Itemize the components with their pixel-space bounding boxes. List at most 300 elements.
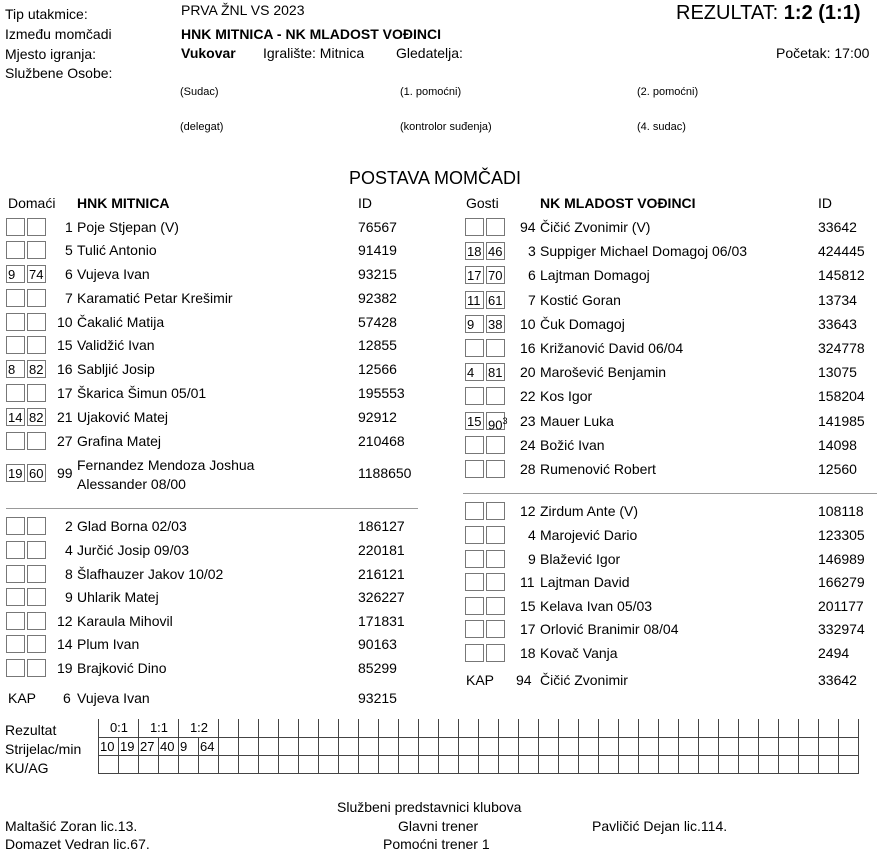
scorer-cell-empty (459, 737, 479, 755)
home-starters-number-box (27, 218, 46, 236)
result-cell-empty (819, 719, 839, 737)
cards-cell-empty (379, 755, 399, 773)
ground-value: Igralište: Mitnica (263, 45, 365, 61)
away-player-name: Rumenović Robert (540, 461, 656, 477)
away-player-number: 20 (520, 364, 536, 380)
result-cell-empty (799, 719, 819, 737)
cards-cell-empty (639, 755, 659, 773)
away-divider (463, 493, 877, 494)
footer-mid-2: Pomoćni trener 1 (383, 836, 490, 852)
away-player-id: 33643 (818, 316, 857, 332)
away-starters-minute-box (465, 460, 484, 478)
footer-mid-1: Glavni trener (398, 818, 479, 834)
away-starters-minute-box: 9 (465, 315, 484, 333)
result-cell-empty (719, 719, 739, 737)
cards-cell-empty (539, 755, 559, 773)
away-starters-minute-box: 15 (465, 412, 484, 430)
scorer-cell-empty (719, 737, 739, 755)
away-starters-number-box (486, 315, 505, 333)
result-cell-empty (219, 719, 239, 737)
home-player-id: 220181 (358, 542, 405, 558)
away-starters-minute-box (465, 387, 484, 405)
away-player-name: Kelava Ivan 05/03 (540, 598, 653, 614)
away-label: Gosti (466, 195, 499, 211)
home-player-id: 93215 (358, 266, 397, 282)
home-player-number: 16 (57, 361, 73, 377)
result-cell-empty (359, 719, 379, 737)
scorer-cell: 9 (179, 737, 199, 755)
home-player-number: 15 (57, 337, 73, 353)
cards-cell-empty (219, 755, 239, 773)
away-captain-name: Čičić Zvonimir (540, 672, 628, 688)
away-starters-number-box (486, 291, 505, 309)
away-player-id: 146989 (818, 551, 865, 567)
home-subs-minute-box (6, 588, 25, 606)
result-cell-empty (239, 719, 259, 737)
home-player-name-cont: Alessander 08/00 (77, 476, 186, 492)
away-starters-number-box (486, 436, 505, 454)
scorer-cell-empty (479, 737, 499, 755)
scorer-cell-empty (359, 737, 379, 755)
teams-value: HNK MITNICA - NK MLADOST VOĐINCI (181, 26, 442, 42)
away-starters-number-box (486, 266, 505, 284)
away-player-name: Kovač Vanja (540, 645, 618, 661)
venue-value: Vukovar (181, 45, 236, 61)
away-player-name: Marojević Dario (540, 527, 638, 543)
home-subs-minute-box (6, 635, 25, 653)
home-player-number: 1 (65, 219, 73, 235)
away-subs-minute-box (465, 526, 484, 544)
scorer-cell-empty (699, 737, 719, 755)
away-player-number: 23 (520, 413, 536, 429)
official-assistant1: (1. pomoćni) (400, 86, 462, 98)
away-player-number: 11 (520, 574, 535, 590)
home-player-name: Karamatić Petar Krešimir (77, 290, 233, 306)
scorer-cell-empty (559, 737, 579, 755)
official-delegate: (delegat) (180, 121, 224, 133)
scorer-cell-empty (339, 737, 359, 755)
scorer-cell-empty (659, 737, 679, 755)
result-cell-empty (539, 719, 559, 737)
home-player-id: 171831 (358, 613, 405, 629)
away-subs-minute-box (465, 644, 484, 662)
away-player-id: 14098 (818, 437, 857, 453)
away-player-name: Kostić Goran (540, 292, 621, 308)
away-captain-label: KAP (466, 672, 495, 688)
home-player-number: 21 (57, 409, 73, 425)
away-player-number: 9 (528, 551, 536, 567)
away-captain-number: 94 (516, 672, 532, 688)
result-cell-empty (419, 719, 439, 737)
away-starters-number-box (486, 242, 505, 260)
footer-left-1: Maltašić Zoran lic.13. (5, 818, 138, 834)
scorer-cell-empty (639, 737, 659, 755)
cards-cell-empty (119, 755, 139, 773)
home-player-number: 2 (65, 518, 73, 534)
home-player-name: Ujaković Matej (77, 409, 169, 425)
home-player-number: 9 (65, 589, 73, 605)
home-starters-number-box (27, 289, 46, 307)
result-cell-empty (399, 719, 419, 737)
away-player-number: 94 (520, 219, 536, 235)
away-player-id: 108118 (818, 503, 864, 519)
scorer-cell-empty (579, 737, 599, 755)
away-starters-number-box (486, 412, 508, 433)
home-starters-sub-minute: 74 (29, 267, 44, 282)
result-cell-empty (319, 719, 339, 737)
away-player-number: 3 (528, 243, 536, 259)
home-player-id: 76567 (358, 219, 397, 235)
home-player-id: 91419 (358, 242, 397, 258)
scorer-cell-empty (599, 737, 619, 755)
cards-cell-empty (799, 755, 819, 773)
home-player-name: Čakalić Matija (77, 314, 165, 330)
away-subs-number-box (486, 526, 505, 544)
cards-cell-empty (299, 755, 319, 773)
home-subs-number-box (27, 659, 46, 677)
result-cell-empty (379, 719, 399, 737)
footer-right-1: Pavličić Dejan lic.114. (592, 818, 728, 834)
cards-cell-empty (819, 755, 839, 773)
home-team-name: HNK MITNICA (77, 195, 170, 211)
kickoff-time: Početak: 17:00 (776, 45, 870, 61)
scorer-cell-empty (239, 737, 259, 755)
home-player-id: 90163 (358, 636, 397, 652)
away-starters-number-box (486, 218, 505, 236)
away-player-number: 16 (520, 340, 536, 356)
away-player-number: 28 (520, 461, 536, 477)
scorer-cell-empty (739, 737, 759, 755)
home-player-name: Vujeva Ivan (77, 266, 150, 282)
away-starters-minute-box: 4 (465, 363, 484, 381)
cards-cell-empty (239, 755, 259, 773)
scorer-cell: 10 (99, 737, 119, 755)
home-starters-minute-box: 14 (6, 408, 25, 426)
home-subs-number-box (27, 635, 46, 653)
home-player-id: 92382 (358, 290, 397, 306)
home-subs-minute-box (6, 517, 25, 535)
scorer-cell-empty (819, 737, 839, 755)
home-player-name: Brajković Dino (77, 660, 167, 676)
home-starters-number-box (27, 336, 46, 354)
lineup-title: POSTAVA MOMČADI (349, 168, 522, 188)
scorer-cell-empty (619, 737, 639, 755)
away-player-name: Čuk Domagoj (540, 316, 625, 332)
away-player-name: Lajtman Domagoj (540, 267, 650, 283)
scorer-cell: 64 (199, 737, 219, 755)
cards-cell-empty (399, 755, 419, 773)
away-player-number: 18 (520, 645, 536, 661)
away-starters-number-box (486, 339, 505, 357)
venue-label: Mjesto igranja: (5, 46, 97, 62)
footer-title: Službeni predstavnici klubova (337, 799, 522, 815)
home-player-name: Validžić Ivan (77, 337, 155, 353)
home-player-name: Sabljić Josip (77, 361, 155, 377)
away-subs-number-box (486, 502, 505, 520)
officials-label: Službene Osobe: (5, 65, 113, 81)
home-player-number: 4 (65, 542, 73, 558)
cards-cell-empty (599, 755, 619, 773)
scorer-cell: 40 (159, 737, 179, 755)
result-value: 1:2 (1:1) (783, 2, 861, 24)
away-starters-minute-box: 11 (465, 291, 484, 309)
home-player-name: Fernandez Mendoza Joshua (77, 457, 255, 473)
home-captain-id: 93215 (358, 690, 397, 706)
away-player-number: 4 (528, 527, 536, 543)
away-player-number: 22 (520, 388, 536, 404)
cards-cell-empty (839, 755, 859, 773)
cards-cell-empty (99, 755, 119, 773)
cards-cell-empty (419, 755, 439, 773)
home-player-id: 210468 (358, 433, 405, 449)
away-subs-number-box (486, 644, 505, 662)
away-player-id: 324778 (818, 340, 865, 356)
home-subs-number-box (27, 517, 46, 535)
cards-cell-empty (659, 755, 679, 773)
home-id-header: ID (358, 195, 372, 211)
scorer-cell-empty (839, 737, 859, 755)
home-player-id: 57428 (358, 314, 397, 330)
away-player-id: 166279 (818, 574, 865, 590)
home-starters-sub-minute: 82 (29, 410, 44, 425)
stoppage-time-superscript: 3 (502, 416, 508, 426)
away-player-name: Lajtman David (540, 574, 630, 590)
scorer-cell-empty (759, 737, 779, 755)
result-cell-empty (619, 719, 639, 737)
away-id-header: ID (818, 195, 832, 211)
scorer-cell-empty (419, 737, 439, 755)
cards-cell-empty (719, 755, 739, 773)
away-starters-number-box (486, 387, 505, 405)
home-player-name: Jurčić Josip 09/03 (77, 542, 190, 558)
scorer-cell: 27 (139, 737, 159, 755)
result-cell-empty (459, 719, 479, 737)
result-header (676, 2, 861, 25)
home-player-name: Plum Ivan (77, 636, 140, 652)
home-player-number: 10 (57, 314, 73, 330)
result-cell-empty (259, 719, 279, 737)
away-player-name: Kos Igor (540, 388, 593, 404)
cards-cell-empty (159, 755, 179, 773)
away-starters-minute-box (465, 436, 484, 454)
home-starters-minute-box (6, 336, 25, 354)
home-player-id: 92912 (358, 409, 397, 425)
away-player-name: Čičić Zvonimir (V) (540, 219, 651, 235)
home-starters-number-box (27, 360, 46, 378)
result-cell-empty (559, 719, 579, 737)
score-table-result-row (99, 719, 859, 737)
away-starters-sub-minute: 70 (488, 268, 503, 283)
cards-cell-empty (319, 755, 339, 773)
spectators-label: Gledatelja: (396, 45, 463, 61)
away-player-id: 13075 (818, 364, 857, 380)
away-player-number: 12 (520, 503, 536, 519)
home-starters-minute-box: 8 (6, 360, 25, 378)
result-cell: 1:2 (179, 719, 219, 737)
cards-cell-empty (179, 755, 199, 773)
scorer-cell-empty (519, 737, 539, 755)
result-label: REZULTAT: (676, 2, 779, 24)
result-cell-empty (679, 719, 699, 737)
cards-cell-empty (199, 755, 219, 773)
home-player-id: 1188650 (358, 465, 412, 481)
result-cell-empty (479, 719, 499, 737)
away-player-id: 13734 (818, 292, 857, 308)
cards-cell-empty (439, 755, 459, 773)
result-cell-empty (279, 719, 299, 737)
away-starters-minute-box (465, 339, 484, 357)
home-player-id: 216121 (358, 566, 405, 582)
home-subs-number-box (27, 565, 46, 583)
away-player-id: 424445 (818, 243, 865, 259)
away-player-id: 12560 (818, 461, 857, 477)
home-player-number: 5 (65, 242, 73, 258)
away-player-name: Mauer Luka (540, 413, 614, 429)
away-starters-sub-minute: 90 (488, 417, 503, 433)
home-player-name: Grafina Matej (77, 433, 162, 449)
scorer-cell-empty (679, 737, 699, 755)
cards-cell-empty (679, 755, 699, 773)
away-player-name: Božić Ivan (540, 437, 605, 453)
away-starters-sub-minute: 61 (488, 293, 503, 308)
home-label: Domaći (8, 195, 56, 211)
home-starters-number-box (27, 432, 46, 450)
result-cell-empty (519, 719, 539, 737)
result-cell-empty (839, 719, 859, 737)
away-starters-minute-box (465, 218, 484, 236)
cards-cell-empty (499, 755, 519, 773)
result-cell-empty (659, 719, 679, 737)
away-subs-minute-box (465, 620, 484, 638)
teams-label: Između momčadi (5, 26, 112, 42)
score-row-label-scorer: Strijelac/min (5, 741, 82, 757)
home-player-number: 14 (57, 636, 73, 652)
home-player-number: 17 (57, 385, 73, 401)
official-fourth: (4. sudac) (637, 121, 686, 133)
scorer-cell-empty (319, 737, 339, 755)
away-starters-sub-minute: 81 (488, 365, 503, 380)
scorer-cell-empty (379, 737, 399, 755)
away-subs-minute-box (465, 597, 484, 615)
home-starters-number-box (27, 464, 46, 482)
scorer-cell-empty (259, 737, 279, 755)
away-subs-number-box (486, 573, 505, 591)
home-player-number: 8 (65, 566, 73, 582)
away-subs-number-box (486, 620, 505, 638)
home-starters-minute-box (6, 241, 25, 259)
home-player-name: Karaula Mihovil (77, 613, 173, 629)
cards-cell-empty (339, 755, 359, 773)
cards-cell-empty (699, 755, 719, 773)
away-player-number: 10 (520, 316, 536, 332)
away-player-id: 332974 (818, 621, 865, 637)
away-subs-number-box (486, 550, 505, 568)
away-player-id: 33642 (818, 219, 857, 235)
away-starters-number-box (486, 460, 505, 478)
home-divider (6, 508, 418, 509)
scorer-cell-empty (439, 737, 459, 755)
home-player-name: Škarica Šimun 05/01 (77, 385, 207, 401)
away-team-name: NK MLADOST VOĐINCI (540, 195, 696, 211)
result-cell-empty (299, 719, 319, 737)
away-player-number: 17 (520, 621, 536, 637)
home-starters-minute-box (6, 432, 25, 450)
cards-cell-empty (559, 755, 579, 773)
scorer-cell-empty (279, 737, 299, 755)
home-starters-number-box (27, 265, 46, 283)
home-subs-minute-box (6, 565, 25, 583)
home-starters-minute-box (6, 289, 25, 307)
result-cell-empty (579, 719, 599, 737)
home-player-number: 7 (65, 290, 73, 306)
cards-cell-empty (259, 755, 279, 773)
scorer-cell-empty (299, 737, 319, 755)
home-subs-minute-box (6, 541, 25, 559)
away-player-name: Suppiger Michael Domagoj 06/03 (540, 243, 748, 259)
home-starters-number-box (27, 241, 46, 259)
home-subs-minute-box (6, 659, 25, 677)
home-subs-minute-box (6, 612, 25, 630)
away-player-name: Križanović David 06/04 (540, 340, 684, 356)
result-cell-empty (499, 719, 519, 737)
away-player-id: 2494 (818, 645, 850, 661)
home-player-id: 326227 (358, 589, 405, 605)
home-player-id: 85299 (358, 660, 397, 676)
result-cell-empty (759, 719, 779, 737)
home-player-id: 195553 (358, 385, 405, 401)
away-starters-sub-minute: 38 (488, 317, 503, 332)
score-table (98, 719, 859, 774)
official-controller: (kontrolor suđenja) (400, 121, 492, 133)
away-starters-number-box (486, 363, 505, 381)
home-player-name: Uhlarik Matej (77, 589, 159, 605)
home-subs-number-box (27, 541, 46, 559)
away-player-id: 123305 (818, 527, 865, 543)
home-player-id: 12855 (358, 337, 397, 353)
home-player-number: 6 (65, 266, 73, 282)
away-player-id: 201177 (818, 598, 864, 614)
home-player-number: 19 (57, 660, 73, 676)
home-starters-sub-minute: 60 (29, 466, 44, 481)
cards-cell-empty (359, 755, 379, 773)
away-starters-minute-box: 18 (465, 242, 484, 260)
home-player-name: Glad Borna 02/03 (77, 518, 187, 534)
result-cell-empty (599, 719, 619, 737)
home-starters-minute-box: 9 (6, 265, 25, 283)
home-captain-label: KAP (8, 690, 37, 706)
home-starters-number-box (27, 384, 46, 402)
away-player-number: 24 (520, 437, 536, 453)
home-starters-number-box (27, 408, 46, 426)
home-player-name: Poje Stjepan (V) (77, 219, 179, 235)
home-player-name: Šlafhauzer Jakov 10/02 (77, 566, 224, 582)
scorer-cell-empty (799, 737, 819, 755)
result-cell-empty (339, 719, 359, 737)
scorer-cell-empty (779, 737, 799, 755)
away-player-id: 141985 (818, 413, 865, 429)
score-row-label-result: Rezultat (5, 722, 57, 738)
scorer-cell-empty (539, 737, 559, 755)
home-player-id: 186127 (358, 518, 405, 534)
away-player-name: Blažević Igor (540, 551, 621, 567)
tip-label: Tip utakmice: (5, 6, 88, 22)
home-captain-name: Vujeva Ivan (77, 690, 150, 706)
away-player-number: 7 (528, 292, 536, 308)
score-row-label-cards: KU/AG (5, 760, 49, 776)
home-player-number: 99 (57, 465, 73, 481)
away-captain-id: 33642 (818, 672, 857, 688)
home-player-id: 12566 (358, 361, 397, 377)
